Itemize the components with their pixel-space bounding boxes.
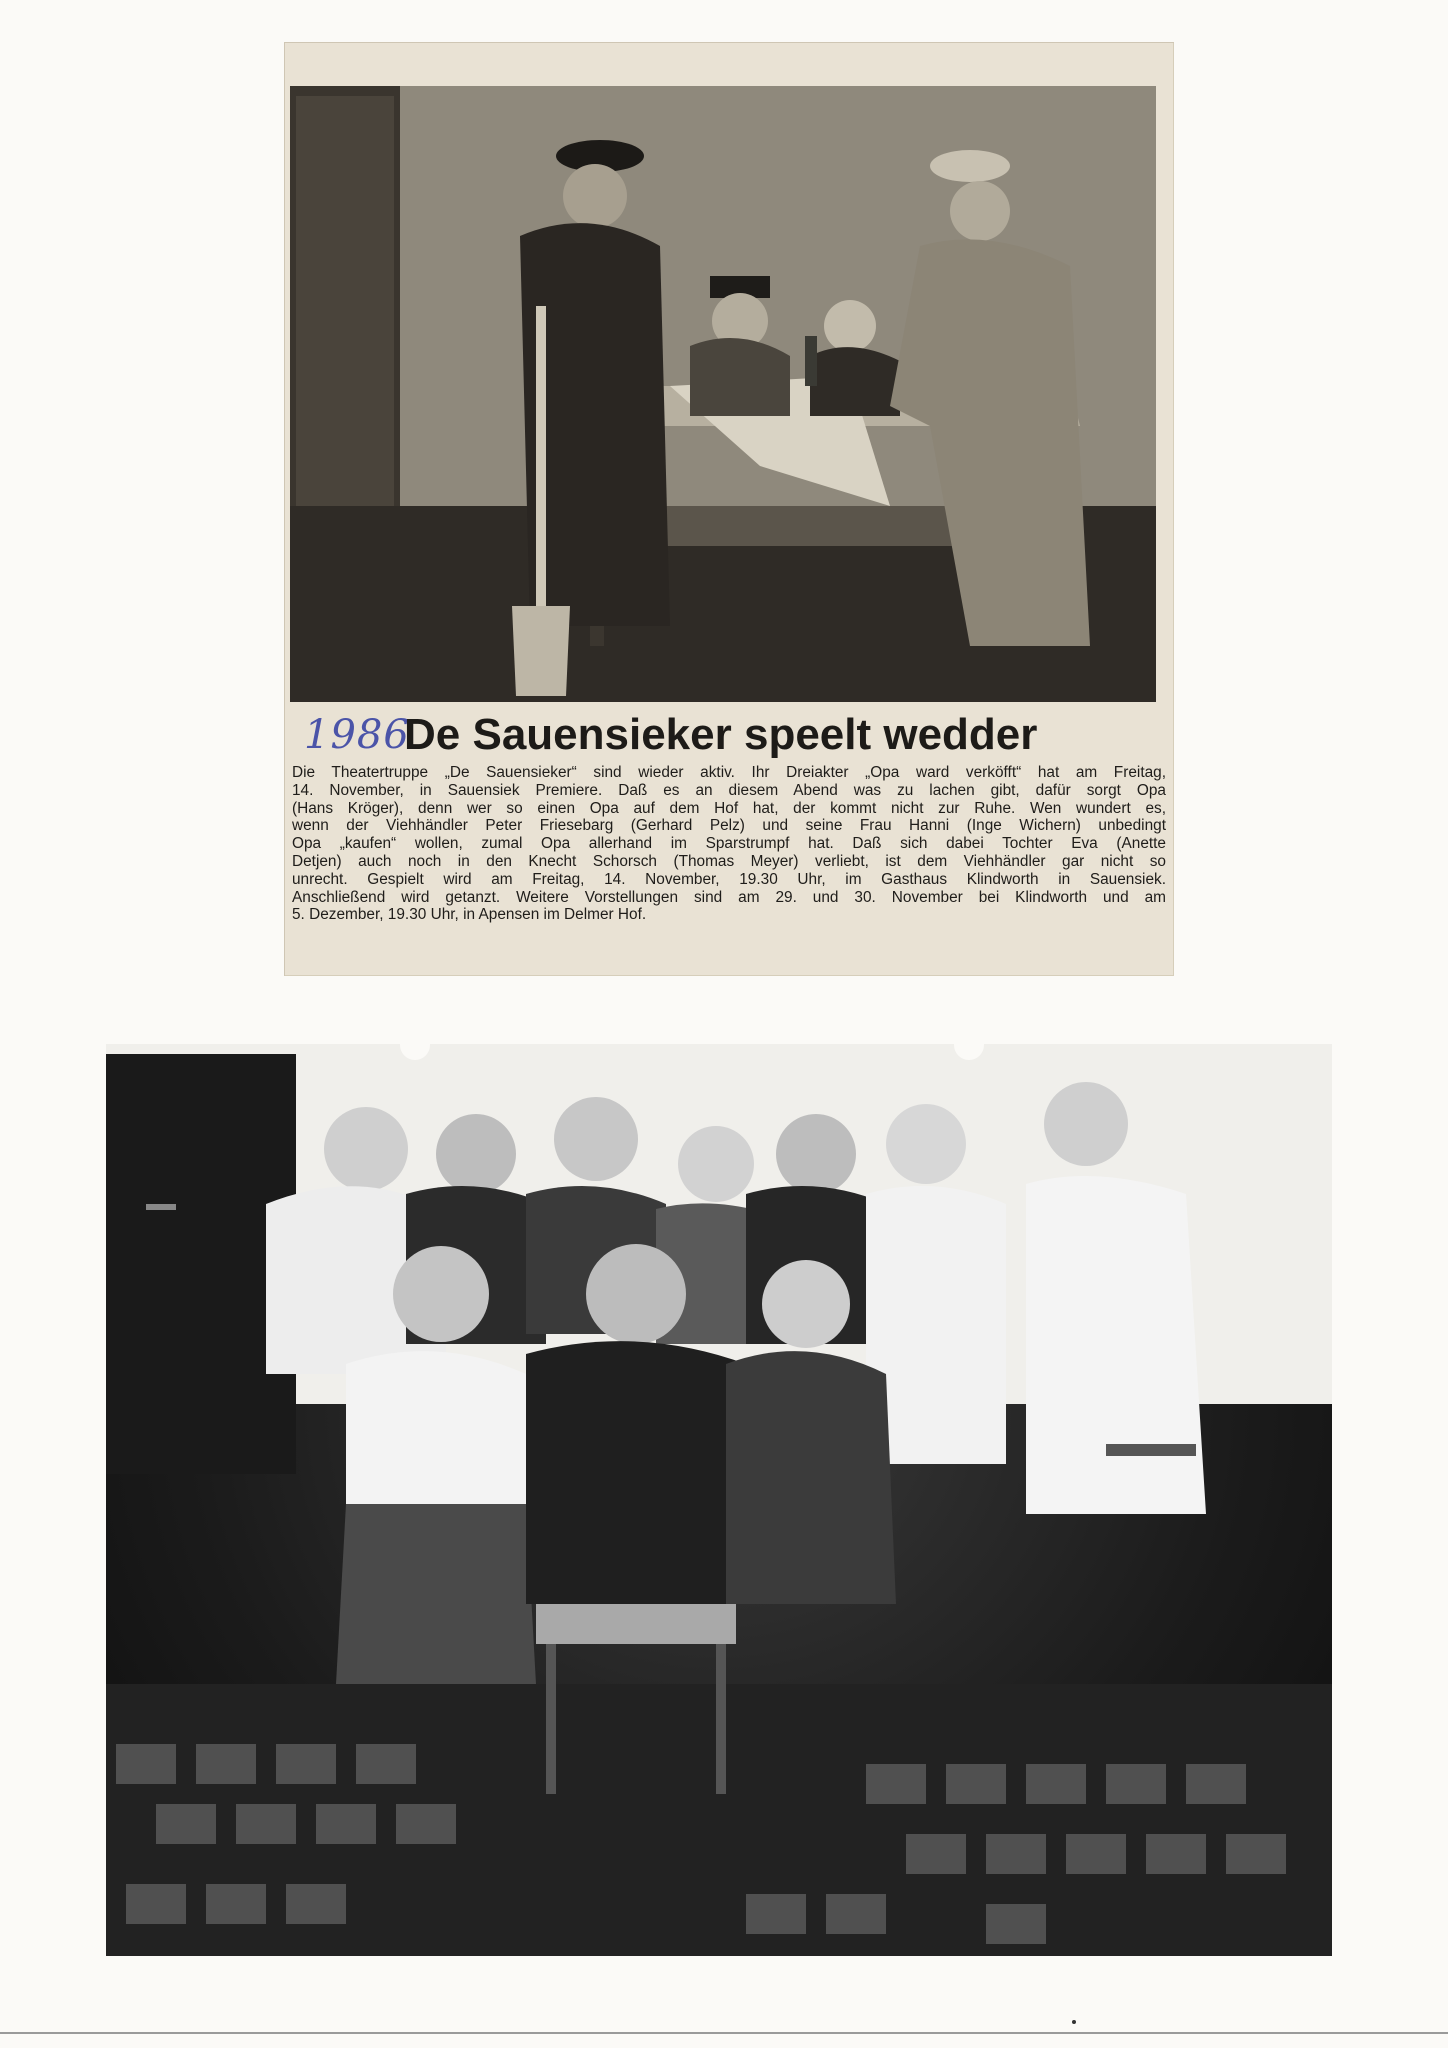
article-line: (Hans Kröger), denn wer so einen Opa auf dem Hof hat, der kommt nicht zur Ruhe. Wen wundert es, [292, 799, 1166, 817]
chair-back [1106, 1444, 1196, 1456]
chair-seat [536, 1604, 736, 1644]
headline-row [284, 710, 1174, 770]
speck [1072, 2020, 1076, 2024]
article-line: Detjen) auch noch in den Knecht Schorsch (Thomas Meyer) verliebt, ist dem Viehhändler gar nicht so [292, 852, 1166, 870]
shovel-blade [512, 606, 570, 696]
article-line: Die Theatertruppe „De Sauensieker“ sind wieder aktiv. Ihr Dreiakter „Opa ward verköfft“ hat am Freitag, [292, 764, 1166, 781]
handwritten-year: 1986 [304, 712, 410, 758]
article-body [292, 764, 1166, 924]
shovel-handle [536, 306, 546, 606]
article-line: unrecht. Gespielt wird am Freitag, 14. November, 19.30 Uhr, im Gasthaus Klindworth in Sauensiek. [292, 870, 1166, 888]
article-headline: De Sauensieker speelt wedder [404, 710, 1038, 759]
bench [660, 506, 990, 546]
article-line: Opa „kaufen“ wollen, zumal Opa allerhand im Sparstrumpf hat. Daß sich dabei Tochter Eva (Anette [292, 835, 1166, 853]
group-photo [106, 1044, 1332, 1956]
group-photo-illustration [106, 1044, 1332, 1956]
bottle-shape [805, 336, 817, 386]
article-line: 14. November, in Sauensiek Premiere. Daß es an diesem Abend was zu lachen gibt, dafür sorgt Opa [292, 781, 1166, 799]
stage-scene-photo [290, 86, 1156, 702]
article-line: 5. Dezember, 19.30 Uhr, in Apensen im Delmer Hof. [292, 906, 647, 924]
page-edge-line [0, 2032, 1448, 2034]
article-line: wenn der Viehhändler Peter Friesebarg (Gerhard Pelz) und seine Frau Hanni (Inge Wichern) unbedingt [292, 817, 1166, 835]
stage-scene-illustration [290, 86, 1156, 702]
article-line: Anschließend wird getanzt. Weitere Vorstellungen sind am 29. und 30. November bei Klindworth und am [292, 888, 1166, 906]
newspaper-clipping [284, 42, 1174, 976]
